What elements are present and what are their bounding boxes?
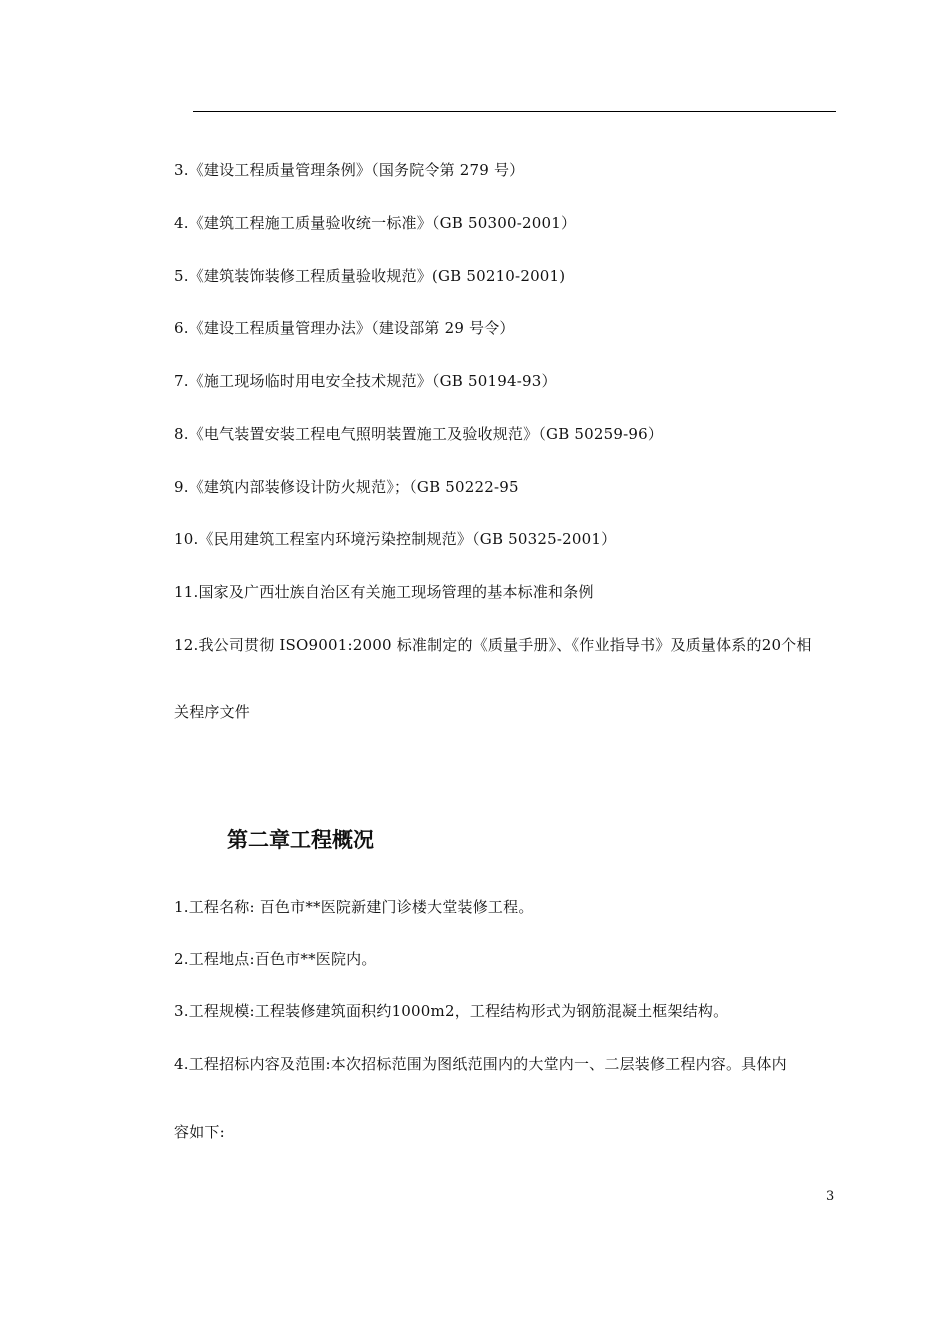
overview-item: 4.工程招标内容及范围:本次招标范围为图纸范围内的大堂内一、二层装修工程内容。具体内 bbox=[174, 1055, 787, 1073]
header-rule bbox=[193, 111, 836, 112]
reference-item-continuation: 关程序文件 bbox=[174, 703, 251, 721]
reference-item: 7.《施工现场临时用电安全技术规范》（GB 50194-93） bbox=[174, 372, 557, 390]
reference-item: 9.《建筑内部装修设计防火规范》；（GB 50222-95 bbox=[174, 478, 519, 496]
overview-item: 3.工程规模:工程装修建筑面积约1000m2，工程结构形式为钢筋混凝土框架结构。 bbox=[174, 1002, 729, 1020]
reference-item: 5.《建筑装饰装修工程质量验收规范》(GB 50210-2001) bbox=[174, 267, 566, 285]
reference-item: 11.国家及广西壮族自治区有关施工现场管理的基本标准和条例 bbox=[174, 583, 594, 601]
page-number: 3 bbox=[826, 1189, 835, 1204]
reference-item: 4.《建筑工程施工质量验收统一标准》（GB 50300-2001） bbox=[174, 214, 577, 232]
chapter-title: 第二章工程概况 bbox=[227, 828, 374, 852]
reference-item: 6.《建设工程质量管理办法》（建设部第 29 号令） bbox=[174, 319, 515, 337]
overview-item-continuation: 容如下: bbox=[174, 1123, 225, 1141]
reference-item: 10.《民用建筑工程室内环境污染控制规范》（GB 50325-2001） bbox=[174, 530, 617, 548]
overview-item: 2.工程地点:百色市**医院内。 bbox=[174, 950, 377, 968]
reference-item: 3.《建设工程质量管理条例》（国务院令第 279 号） bbox=[174, 161, 525, 179]
overview-item: 1.工程名称: 百色市**医院新建门诊楼大堂装修工程。 bbox=[174, 898, 534, 916]
reference-item: 8.《电气装置安装工程电气照明装置施工及验收规范》（GB 50259-96） bbox=[174, 425, 664, 443]
reference-item: 12.我公司贯彻 ISO9001:2000 标准制定的《质量手册》、《作业指导书》及质量体系的20个相 bbox=[174, 636, 812, 654]
